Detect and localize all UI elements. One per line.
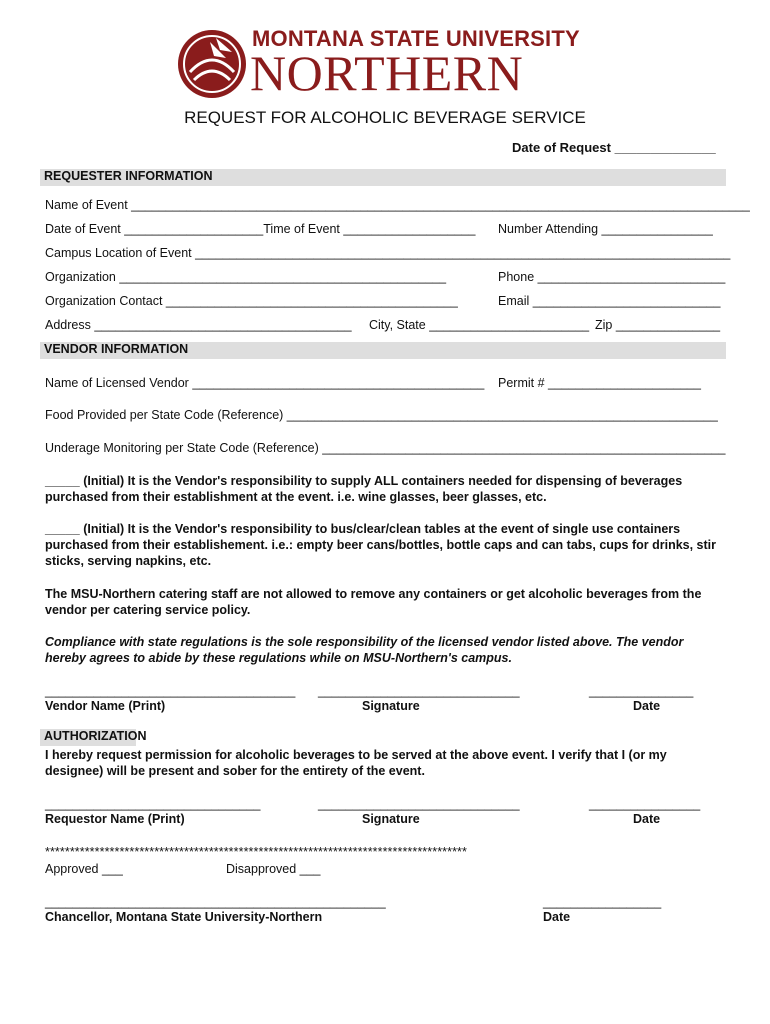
name-of-event-field[interactable]: Name of Event _________________________________________________________________________________________ [45, 198, 750, 212]
campus-location-field[interactable]: Campus Location of Event _____________________________________________________________________________ [45, 246, 731, 260]
section-header-requester-label: REQUESTER INFORMATION [44, 169, 213, 183]
organization-field[interactable]: Organization _______________________________________________ [45, 270, 447, 284]
authorization-statement: I hereby request permission for alcoholic beverages to be served at the above event. I verify that I (or my designee) will be present and sober for the entirety of the event. [45, 748, 667, 778]
vendor-name-signature-line[interactable]: ____________________________________ [45, 684, 296, 698]
section-header-requester [40, 169, 726, 186]
university-logo [176, 26, 588, 102]
section-header-authorization-label: AUTHORIZATION [44, 729, 147, 743]
section-header-vendor-label: VENDOR INFORMATION [44, 342, 189, 356]
vendor-date-label: Date [633, 699, 661, 713]
form-title: REQUEST FOR ALCOHOLIC BEVERAGE SERVICE [184, 108, 586, 127]
initial-containers-clause: _____ (Initial) It is the Vendor's responsibility to supply ALL containers needed for dispensing of beverages purchased from their establishment at the event. i.e. wine glasses, beer glasses, etc. [45, 474, 683, 504]
vendor-date-line[interactable]: _______________ [589, 684, 694, 698]
zip-field[interactable]: Zip _______________ [595, 318, 721, 332]
logo-text-top: MONTANA STATE UNIVERSITY [252, 26, 580, 51]
email-field[interactable]: Email ___________________________ [498, 294, 721, 308]
underage-monitoring-field[interactable]: Underage Monitoring per State Code (Reference) __________________________________________________________ [45, 441, 726, 455]
permit-field[interactable]: Permit # ______________________ [498, 376, 701, 390]
chancellor-date-line[interactable]: _________________ [543, 895, 662, 909]
disapproved-field[interactable]: Disapproved ___ [226, 862, 321, 876]
chancellor-date-label: Date [543, 910, 571, 924]
vendor-signature-line[interactable]: _____________________________ [318, 684, 520, 698]
approved-field[interactable]: Approved ___ [45, 862, 123, 876]
requestor-name-signature-line[interactable]: _______________________________ [45, 797, 261, 811]
chancellor-label: Chancellor, Montana State University-Northern [45, 910, 323, 924]
catering-staff-policy: The MSU-Northern catering staff are not allowed to remove any containers or get alcoholic beverages from the vendor per catering service policy. [45, 587, 702, 617]
city-state-field[interactable]: City, State _______________________ [369, 318, 590, 332]
licensed-vendor-field[interactable]: Name of Licensed Vendor __________________________________________ [45, 376, 485, 390]
logo-text-bottom: NORTHERN [250, 45, 524, 101]
requestor-date-label: Date [633, 812, 661, 826]
phone-field[interactable]: Phone ___________________________ [498, 270, 726, 284]
food-provided-field[interactable]: Food Provided per State Code (Reference) ______________________________________________________________ [45, 408, 718, 422]
address-field[interactable]: Address _____________________________________ [45, 318, 352, 332]
requestor-date-line[interactable]: ________________ [589, 797, 701, 811]
chancellor-signature-line[interactable]: _________________________________________________ [45, 895, 386, 909]
number-attending-field[interactable]: Number Attending ________________ [498, 222, 713, 236]
requestor-signature-line[interactable]: _____________________________ [318, 797, 520, 811]
compliance-statement: Compliance with state regulations is the sole responsibility of the licensed vendor listed above. The vendor hereby agrees to abide by these regulations while on MSU-Northern's campus. [45, 635, 684, 665]
section-header-authorization [40, 729, 147, 746]
requestor-signature-label: Signature [362, 812, 420, 826]
section-header-vendor [40, 342, 726, 359]
date-time-of-event-field[interactable]: Date of Event ____________________Time of Event ___________________ [45, 222, 476, 236]
date-of-request-field[interactable]: Date of Request ______________ [512, 140, 716, 155]
organization-contact-field[interactable]: Organization Contact __________________________________________ [45, 294, 458, 308]
vendor-name-label: Vendor Name (Print) [45, 699, 166, 713]
requestor-name-label: Requestor Name (Print) [45, 812, 185, 826]
vendor-signature-label: Signature [362, 699, 420, 713]
asterisk-divider: ************************************************************************************* [45, 845, 467, 859]
initial-cleanup-clause: _____ (Initial) It is the Vendor's responsibility to bus/clear/clean tables at the event of single use containers purchased from their establishement. i.e.: empty beer cans/bottles, bottle caps and can tabs, cups for drinks, stir sticks, serving napkins, etc. [45, 522, 717, 568]
logo-emblem-icon [176, 28, 248, 100]
